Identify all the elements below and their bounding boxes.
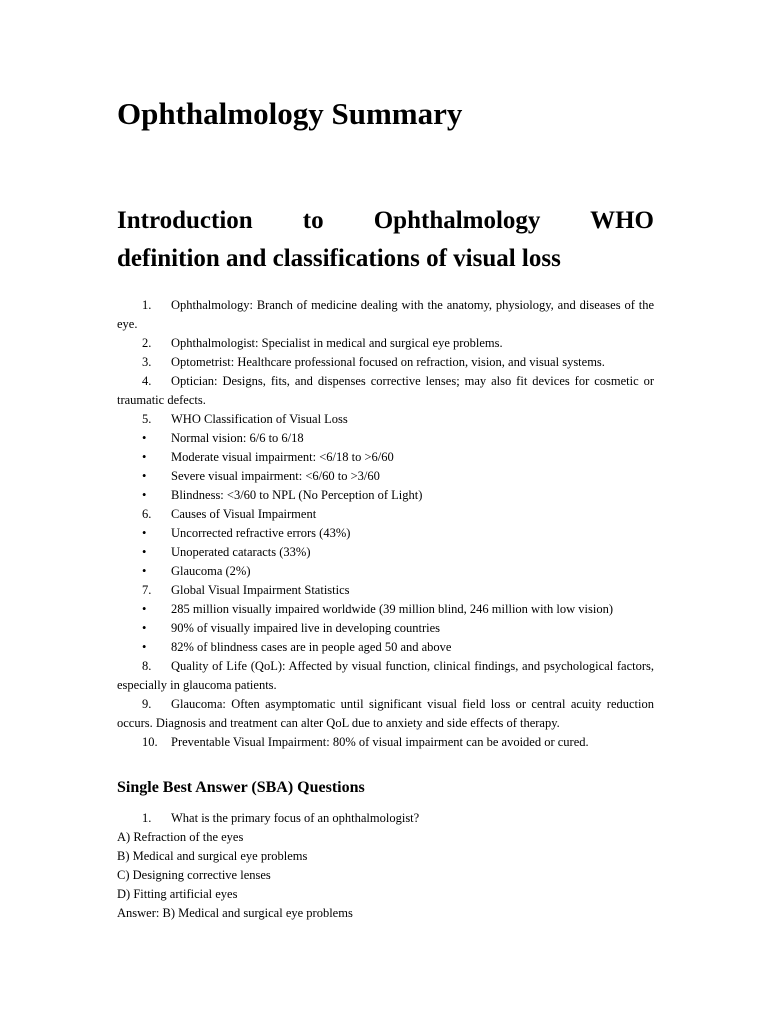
sba-option-a: A) Refraction of the eyes <box>117 830 244 844</box>
bullet-item: • Uncorrected refractive errors (43%) <box>142 526 351 540</box>
bullet-item: • 82% of blindness cases are in people aged 50 and above <box>142 640 452 654</box>
section-heading-line-2: definition and classifications of visual loss <box>117 245 561 272</box>
list-item: 2. Ophthalmologist: Specialist in medical and surgical eye problems. <box>142 336 503 350</box>
bullet-item: • 285 million visually impaired worldwide (39 million blind, 246 million with low vision) <box>142 602 613 616</box>
bullet-item: • Normal vision: 6/6 to 6/18 <box>142 431 304 445</box>
bullet-item: • Glaucoma (2%) <box>142 564 251 578</box>
list-item: 4. Optician: Designs, fits, and dispenses corrective lenses; may also fit devices for cosmetic or traumatic defects. <box>117 374 654 407</box>
bullet-item: • Blindness: <3/60 to NPL (No Perception of Light) <box>142 488 423 502</box>
bullet-item: • Moderate visual impairment: <6/18 to >6/60 <box>142 450 394 464</box>
bullet-item: • 90% of visually impaired live in developing countries <box>142 621 441 635</box>
list-item: 9. Glaucoma: Often asymptomatic until significant visual field loss or central acuity reduction occurs. Diagnosis and treatment can alter QoL due to anxiety and side effects of therapy. <box>117 697 654 730</box>
section-heading <box>117 202 654 278</box>
bullet-item: • Severe visual impairment: <6/60 to >3/60 <box>142 469 380 483</box>
list-item: 3. Optometrist: Healthcare professional focused on refraction, vision, and visual systems. <box>142 355 605 369</box>
list-item: 7. Global Visual Impairment Statistics <box>142 583 350 597</box>
list-item: 5. WHO Classification of Visual Loss <box>142 412 348 426</box>
sba-question: 1. What is the primary focus of an ophthalmologist? <box>142 811 420 825</box>
list-item: 1. Ophthalmology: Branch of medicine dealing with the anatomy, physiology, and diseases of the eye. <box>117 298 654 331</box>
sba-option-d: D) Fitting artificial eyes <box>117 887 238 901</box>
document-title: Ophthalmology Summary <box>117 96 463 131</box>
list-item: 8. Quality of Life (QoL): Affected by visual function, clinical findings, and psychological factors, especially in glaucoma patients. <box>117 659 654 692</box>
list-item: 6. Causes of Visual Impairment <box>142 507 317 521</box>
sba-option-b: B) Medical and surgical eye problems <box>117 849 308 863</box>
summary-list <box>117 296 654 752</box>
sba-heading: Single Best Answer (SBA) Questions <box>117 779 365 796</box>
sba-option-c: C) Designing corrective lenses <box>117 868 271 882</box>
section-heading-line-1: Introduction to Ophthalmology WHO <box>117 207 654 234</box>
list-item: 10. Preventable Visual Impairment: 80% of visual impairment can be avoided or cured. <box>142 735 589 749</box>
sba-answer: Answer: B) Medical and surgical eye problems <box>117 906 353 920</box>
bullet-item: • Unoperated cataracts (33%) <box>142 545 311 559</box>
sba-question-block <box>117 809 654 923</box>
